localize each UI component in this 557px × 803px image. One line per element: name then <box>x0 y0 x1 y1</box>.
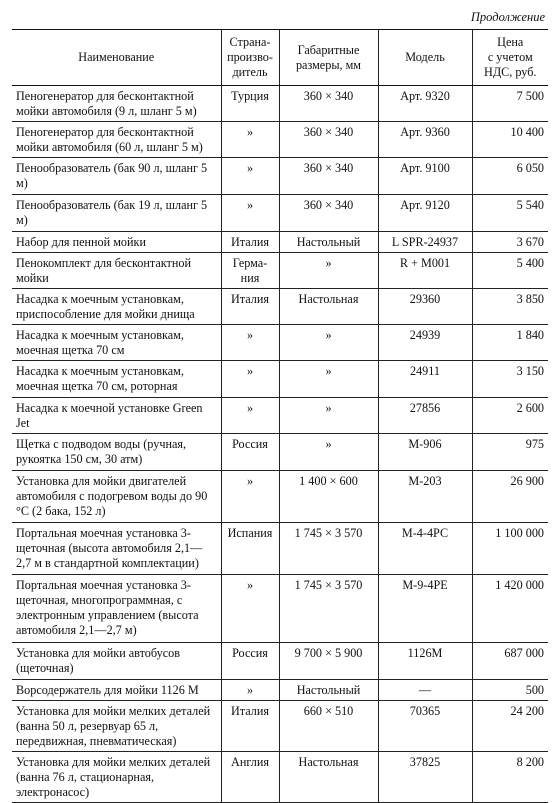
row-size: 1 745 × 3 570 <box>279 575 378 643</box>
table-row <box>12 523 548 575</box>
table-row <box>12 122 548 158</box>
row-model: 27856 <box>378 398 472 434</box>
row-name: Пенокомплект для бесконтактной мойки <box>12 253 221 289</box>
row-name: Портальная моечная установка 3-щеточная (высота автомобиля 2,1—2,7 м в стандартной комплектации) <box>12 523 221 575</box>
row-name: Установка для мойки автобусов (щеточная) <box>12 643 221 680</box>
row-name: Установка для мойки мелких деталей (ванна 50 л, резервуар 65 л, передвижная, пневматическая) <box>12 701 221 752</box>
header-model: Модель <box>378 30 472 86</box>
row-price: 1 840 <box>472 325 548 361</box>
table-row <box>12 575 548 643</box>
row-model: 1126М <box>378 643 472 680</box>
row-model: 29360 <box>378 289 472 325</box>
row-model: 70365 <box>378 701 472 752</box>
table-row <box>12 398 548 434</box>
row-price: 8 200 <box>472 752 548 803</box>
row-name: Ворсодержатель для мойки 1126 М <box>12 680 221 701</box>
table-row <box>12 195 548 232</box>
header-country: Страна- произво- дитель <box>221 30 279 86</box>
row-country: Россия <box>221 643 279 680</box>
row-name: Установка для мойки мелких деталей (ванна 76 л, стационарная, электронасос) <box>12 752 221 803</box>
row-price: 10 400 <box>472 122 548 158</box>
row-size: 360 × 340 <box>279 158 378 195</box>
row-model: М-4-4РС <box>378 523 472 575</box>
row-size: » <box>279 434 378 471</box>
row-model: Арт. 9100 <box>378 158 472 195</box>
row-price: 687 000 <box>472 643 548 680</box>
row-size: 360 × 340 <box>279 195 378 232</box>
row-model: Арт. 9320 <box>378 86 472 122</box>
row-country: Испания <box>221 523 279 575</box>
row-model: Арт. 9120 <box>378 195 472 232</box>
row-size: 1 745 × 3 570 <box>279 523 378 575</box>
row-name: Щетка с подводом воды (ручная, рукоятка 150 см, 30 атм) <box>12 434 221 471</box>
row-country: Англия <box>221 752 279 803</box>
row-country: » <box>221 195 279 232</box>
table-row <box>12 643 548 680</box>
row-country: Италия <box>221 232 279 253</box>
row-country: » <box>221 122 279 158</box>
row-name: Портальная моечная установка 3-щеточная, многопрограммная, с электронным управлением (высота автомобиля 2,1—2,7 м) <box>12 575 221 643</box>
row-price: 5 540 <box>472 195 548 232</box>
row-size: » <box>279 361 378 398</box>
row-country: Италия <box>221 701 279 752</box>
table-row <box>12 680 548 701</box>
row-size: 660 × 510 <box>279 701 378 752</box>
row-country: » <box>221 471 279 523</box>
row-price: 3 150 <box>472 361 548 398</box>
table-row <box>12 289 548 325</box>
row-country: Россия <box>221 434 279 471</box>
row-model: 24911 <box>378 361 472 398</box>
row-model: М-906 <box>378 434 472 471</box>
header-row <box>12 30 548 86</box>
row-name: Насадка к моечным установкам, моечная щетка 70 см, роторная <box>12 361 221 398</box>
table-row <box>12 232 548 253</box>
row-country: » <box>221 680 279 701</box>
row-size: Настольный <box>279 680 378 701</box>
header-price: Цена с учетом НДС, руб. <box>472 30 548 86</box>
row-country: Италия <box>221 289 279 325</box>
table-row <box>12 158 548 195</box>
row-country: » <box>221 361 279 398</box>
row-name: Пеногенератор для бесконтактной мойки автомобиля (60 л, шланг 5 м) <box>12 122 221 158</box>
header-name: Наименование <box>12 30 221 86</box>
row-country: Турция <box>221 86 279 122</box>
row-price: 24 200 <box>472 701 548 752</box>
row-price: 3 850 <box>472 289 548 325</box>
row-size: » <box>279 398 378 434</box>
row-name: Насадка к моечной установке Green Jet <box>12 398 221 434</box>
row-size: » <box>279 253 378 289</box>
row-model: М-9-4РЕ <box>378 575 472 643</box>
row-name: Пенообразователь (бак 19 л, шланг 5 м) <box>12 195 221 232</box>
row-model: — <box>378 680 472 701</box>
row-name: Пеногенератор для бесконтактной мойки автомобиля (9 л, шланг 5 м) <box>12 86 221 122</box>
row-size: 360 × 340 <box>279 122 378 158</box>
row-size: Настольная <box>279 752 378 803</box>
row-size: » <box>279 325 378 361</box>
row-price: 1 100 000 <box>472 523 548 575</box>
row-model: R + M001 <box>378 253 472 289</box>
row-model: М-203 <box>378 471 472 523</box>
row-price: 7 500 <box>472 86 548 122</box>
table-row <box>12 325 548 361</box>
row-price: 500 <box>472 680 548 701</box>
row-price: 5 400 <box>472 253 548 289</box>
page-bottom-rule <box>190 751 280 752</box>
table-row <box>12 434 548 471</box>
row-price: 2 600 <box>472 398 548 434</box>
row-size: Настольная <box>279 289 378 325</box>
table-row <box>12 253 548 289</box>
table-row <box>12 701 548 752</box>
row-size: Настольный <box>279 232 378 253</box>
row-size: 9 700 × 5 900 <box>279 643 378 680</box>
row-model: L SPR-24937 <box>378 232 472 253</box>
row-country: » <box>221 158 279 195</box>
row-price: 3 670 <box>472 232 548 253</box>
row-country: » <box>221 325 279 361</box>
row-name: Установка для мойки двигателей автомобиля с подогревом воды до 90 °С (2 бака, 152 л) <box>12 471 221 523</box>
continuation-label: Продолжение <box>470 10 545 24</box>
row-price: 6 050 <box>472 158 548 195</box>
row-price: 975 <box>472 434 548 471</box>
row-model: Арт. 9360 <box>378 122 472 158</box>
price-table <box>12 29 548 803</box>
header-size: Габаритные размеры, мм <box>279 30 378 86</box>
table-row <box>12 86 548 122</box>
row-name: Насадка к моечным установкам, приспособление для мойки днища <box>12 289 221 325</box>
row-price: 1 420 000 <box>472 575 548 643</box>
row-country: Герма- ния <box>221 253 279 289</box>
table-row <box>12 361 548 398</box>
row-model: 24939 <box>378 325 472 361</box>
row-model: 37825 <box>378 752 472 803</box>
table-row <box>12 471 548 523</box>
row-country: » <box>221 398 279 434</box>
row-name: Пенообразователь (бак 90 л, шланг 5 м) <box>12 158 221 195</box>
row-country: » <box>221 575 279 643</box>
row-name: Насадка к моечным установкам, моечная щетка 70 см <box>12 325 221 361</box>
row-size: 1 400 × 600 <box>279 471 378 523</box>
row-name: Набор для пенной мойки <box>12 232 221 253</box>
row-size: 360 × 340 <box>279 86 378 122</box>
table-body <box>12 86 548 803</box>
table-row <box>12 752 548 803</box>
row-price: 26 900 <box>472 471 548 523</box>
